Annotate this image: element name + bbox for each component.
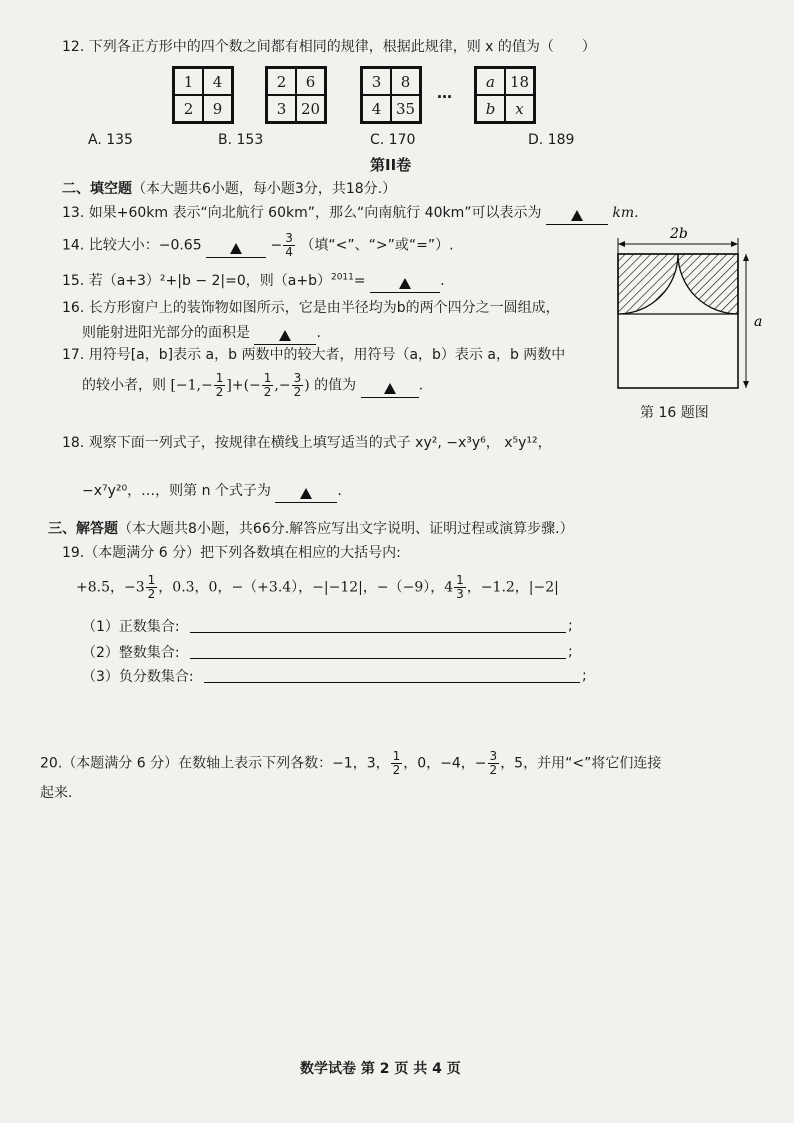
q12-option-b: B. 153	[218, 132, 264, 148]
q19-set-negfrac-label: （3）负分数集合:	[82, 669, 194, 685]
q19-set-integer-label: （2）整数集合:	[82, 645, 180, 661]
q14-blank[interactable]	[206, 241, 266, 258]
q20-text: 20.（本题满分 6 分）在数轴上表示下列各数：−1，3，	[40, 755, 390, 772]
triangle-icon	[279, 330, 291, 341]
q16-period: .	[316, 325, 321, 341]
q20-line2: 起来.	[40, 785, 73, 801]
q14-fraction: $\frac{3}{4}$	[285, 231, 293, 259]
figure-label-2b: 2b	[670, 226, 688, 242]
q20-post: ，5，并用“<”将它们连接	[500, 755, 662, 772]
q20-frac-2: $\frac{3}{2}$	[489, 749, 498, 777]
q20-line1	[40, 750, 661, 777]
q14-hint: （填“<”、“>”或“=”）.	[300, 237, 454, 254]
q17-expr-2: ]+(−	[226, 377, 261, 394]
section2-desc: （本大题共6小题，每小题3分，共18分.）	[132, 181, 397, 197]
q15-blank[interactable]	[370, 276, 440, 293]
q17-expr-1: [−1,−	[170, 377, 213, 394]
q15-exponent: 2011	[330, 272, 354, 283]
q17-line1: 17. 用符号[a，b]表示 a，b 两数中的较大者，用符号（a，b）表示 a，b 两数中	[62, 347, 566, 363]
q17-expr-4: )	[304, 377, 310, 394]
q15-text: 15. 若（a+3）²+|b − 2|=0，则（a+b）	[62, 273, 331, 289]
q17-frac-1: $\frac{1}{2}$	[215, 371, 224, 399]
figure-label-a: a	[754, 314, 763, 330]
q19-semicolon-1: ;	[568, 618, 573, 634]
triangle-icon	[384, 383, 396, 394]
q12-square-1: 1 4 2 9	[172, 66, 234, 124]
q19-numbers	[76, 574, 559, 601]
q19-set-negfrac-line[interactable]	[204, 682, 580, 683]
q19-set-positive-label: （1）正数集合:	[82, 619, 180, 635]
q19-mixed-2: $\frac{1}{3}$	[456, 573, 464, 601]
q19-set-positive-line[interactable]	[190, 632, 566, 633]
page-footer: 数学试卷 第 2 页 共 4 页	[300, 1061, 461, 1077]
q12-option-a: A. 135	[88, 132, 133, 148]
q16-line1: 16. 长方形窗户上的装饰物如图所示，它是由半径均为b的两个四分之一圆组成，	[62, 300, 560, 316]
q17-frac-3: $\frac{3}{2}$	[293, 371, 302, 399]
q17-text: 的较小者，则	[82, 377, 166, 394]
q12-text: 12. 下列各正方形中的四个数之间都有相同的规律，根据此规律，则 x 的值为（ ）	[62, 39, 596, 55]
arrow-left-icon	[618, 241, 625, 247]
triangle-icon	[399, 278, 411, 289]
q18-line1: 18. 观察下面一列式子，按规律在横线上填写适当的式子 xy², −x³y⁶， x⁵y¹²，	[62, 435, 552, 451]
section3-heading	[48, 518, 574, 538]
q12-square-3: 3 8 4 35	[360, 66, 422, 124]
q13-text: 13. 如果+60km 表示“向北航行 60km”，那么“向南航行 40km”可以表示为	[62, 205, 542, 221]
q19-numbers-b: ，0.3，0，−（+3.4），−|−12|，−（−9），4	[158, 579, 454, 596]
q19-numbers-a: +8.5，−3	[76, 579, 145, 596]
q15	[62, 270, 445, 293]
q13	[62, 202, 639, 225]
section2-heading	[62, 178, 396, 198]
arrow-down-icon	[743, 381, 749, 388]
q14: 14. 比较大小：−0.65 − $\frac{3}{4}$ （填“<”、“>”或“=”）.	[62, 231, 454, 259]
q15-equals: =	[353, 273, 366, 289]
volume-title: 第II卷	[370, 156, 412, 174]
q12-ellipsis: …	[437, 84, 452, 102]
q17-expr-3: ,−	[274, 377, 291, 394]
q18-blank[interactable]	[275, 486, 337, 503]
q20-mid: ，0，−4，−	[403, 755, 487, 772]
q20-frac-1: $\frac{1}{2}$	[392, 749, 401, 777]
q17-frac-2: $\frac{1}{2}$	[263, 371, 272, 399]
q17-text-2: 的值为	[314, 377, 357, 394]
q15-period: .	[440, 273, 445, 289]
arrow-right-icon	[731, 241, 738, 247]
section3-desc: （本大题共8小题，共66分.解答应写出文字说明、证明过程或演算步骤.）	[118, 521, 574, 537]
q12-square-2: 2 6 3 20	[265, 66, 327, 124]
q12-option-d: D. 189	[528, 132, 575, 148]
figure-16	[608, 220, 778, 420]
triangle-icon	[300, 488, 312, 499]
q19-numbers-c: ，−1.2，|−2|	[466, 579, 559, 596]
q17-line2: 的较小者，则 [−1,− $\frac{1}{2}$ ]+(− $\frac{1}{2}$ ,− $\frac{3}{2}$ ) 的值为 .	[82, 371, 424, 399]
q16-line2	[82, 322, 321, 345]
q19-mixed-1: $\frac{1}{2}$	[147, 573, 156, 601]
q19-set-integer-line[interactable]	[190, 658, 566, 659]
q18-text: −x⁷y²⁰，…，则第 n 个式子为	[82, 483, 271, 499]
figure-16-caption: 第 16 题图	[640, 405, 709, 421]
q19-semicolon-3: ;	[582, 668, 587, 684]
q16-blank[interactable]	[254, 328, 316, 345]
arrow-up-icon	[743, 254, 749, 261]
q16-text: 则能射进阳光部分的面积是	[82, 325, 250, 341]
q14-text: 14. 比较大小：−0.65	[62, 237, 202, 254]
q19-semicolon-2: ;	[568, 644, 573, 660]
triangle-icon	[230, 243, 242, 254]
triangle-icon	[571, 210, 583, 221]
q12-option-c: C. 170	[370, 132, 416, 148]
q12-square-4: a 18 b x	[474, 66, 536, 124]
section3-title: 三、解答题	[48, 521, 118, 537]
q13-unit: km.	[612, 205, 639, 221]
section2-title: 二、填空题	[62, 181, 132, 197]
q17-blank[interactable]	[361, 381, 419, 398]
q13-blank[interactable]	[546, 208, 608, 225]
q18-line2: −x⁷y²⁰，…，则第 n 个式子为 .	[82, 480, 342, 503]
q19-text: 19.（本题满分 6 分）把下列各数填在相应的大括号内:	[62, 545, 401, 561]
